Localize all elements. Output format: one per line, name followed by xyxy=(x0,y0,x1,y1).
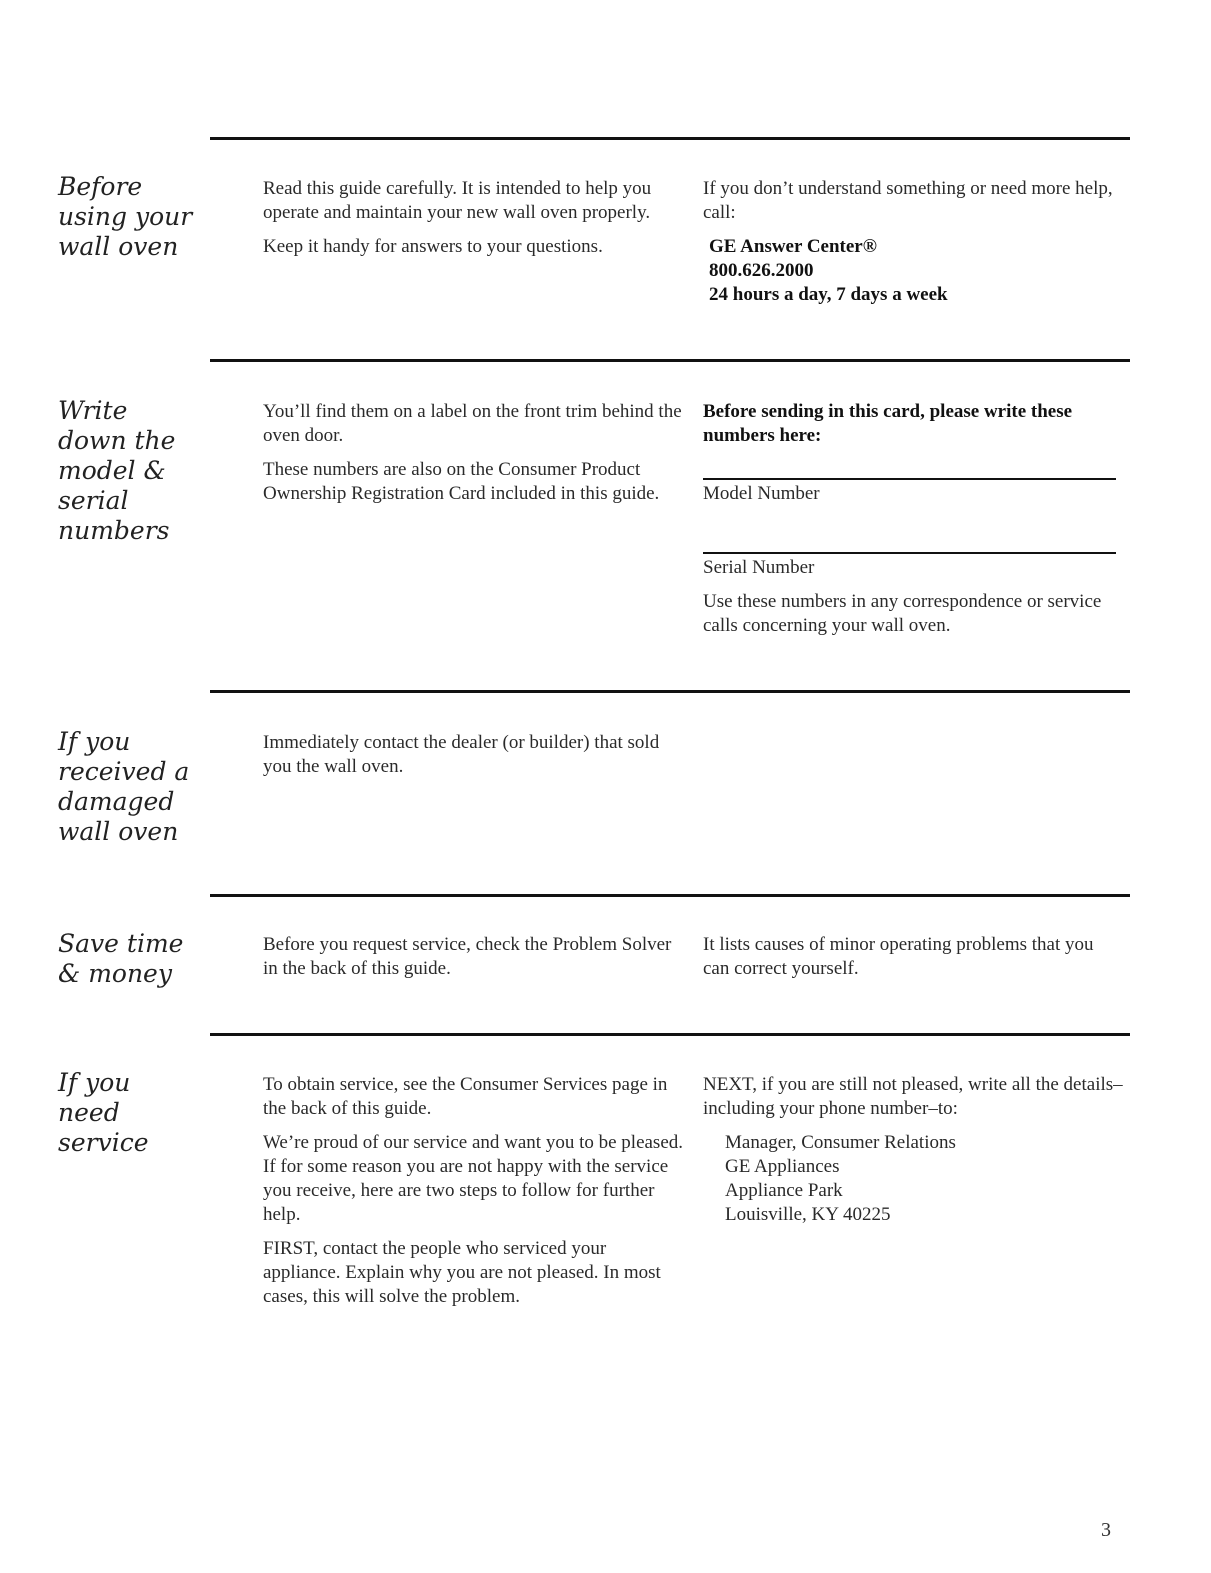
model-number-label: Model Number xyxy=(703,483,820,504)
paragraph: These numbers are also on the Consumer Product Ownership Registration Card included in this guide. xyxy=(263,459,660,504)
paragraph: Before you request service, check the Problem Solver in the back of this guide. xyxy=(263,934,672,979)
paragraph: Read this guide carefully. It is intended to help you operate and maintain your new wall oven properly. xyxy=(263,178,652,223)
section-divider xyxy=(210,137,1130,140)
paragraph: It lists causes of minor operating problems that you can correct yourself. xyxy=(703,934,1094,979)
need-service-left-column xyxy=(263,1073,683,1319)
section-divider xyxy=(210,690,1130,693)
write-down-left-column xyxy=(263,400,683,516)
section-divider xyxy=(210,359,1130,362)
contact-hours: 24 hours a day, 7 days a week xyxy=(709,284,948,305)
write-down-right-column xyxy=(703,400,1123,648)
instruction: Before sending in this card, please write these numbers here: xyxy=(703,401,1073,446)
section-divider xyxy=(210,1033,1130,1036)
contact-phone: 800.626.2000 xyxy=(709,260,814,281)
address-line: Manager, Consumer Relations xyxy=(725,1132,956,1153)
before-using-left-column xyxy=(263,177,683,269)
paragraph: To obtain service, see the Consumer Services page in the back of this guide. xyxy=(263,1074,668,1119)
paragraph: FIRST, contact the people who serviced your appliance. Explain why you are not pleased. In most cases, this will solve the problem. xyxy=(263,1238,661,1307)
paragraph: If you don’t understand something or need more help, call: xyxy=(703,178,1113,223)
section-heading-need-service: If you need service xyxy=(58,1068,149,1157)
address-line: GE Appliances xyxy=(725,1156,840,1177)
section-heading-write-down: Write down the model & serial numbers xyxy=(58,396,176,545)
model-number-field[interactable] xyxy=(703,478,1116,480)
section-heading-damaged: If you received a damaged wall oven xyxy=(58,727,190,846)
section-heading-before-using: Before using your wall oven xyxy=(58,172,193,261)
paragraph: NEXT, if you are still not pleased, write all the details–including your phone number–to: xyxy=(703,1074,1123,1119)
paragraph: Immediately contact the dealer (or builder) that sold you the wall oven. xyxy=(263,732,660,777)
section-divider xyxy=(210,894,1130,897)
before-using-right-column xyxy=(703,177,1123,307)
serial-number-label: Serial Number xyxy=(703,557,815,578)
address-line: Appliance Park xyxy=(725,1180,843,1201)
section-heading-save-time: Save time & money xyxy=(58,929,184,988)
paragraph: We’re proud of our service and want you to be pleased. If for some reason you are not happy with the service you receive, here are two steps to follow for further help. xyxy=(263,1132,684,1225)
need-service-right-column xyxy=(703,1073,1123,1227)
save-time-left-column xyxy=(263,933,683,991)
damaged-left-column xyxy=(263,731,683,789)
paragraph: You’ll find them on a label on the front trim behind the oven door. xyxy=(263,401,682,446)
paragraph: Use these numbers in any correspondence or service calls concerning your wall oven. xyxy=(703,591,1102,636)
contact-block xyxy=(703,235,1123,307)
mailing-address xyxy=(703,1131,1123,1227)
paragraph: Keep it handy for answers to your questions. xyxy=(263,236,603,257)
save-time-right-column xyxy=(703,933,1123,991)
page-number: 3 xyxy=(1101,1519,1111,1541)
serial-number-field[interactable] xyxy=(703,552,1116,554)
contact-name: GE Answer Center® xyxy=(709,236,877,257)
address-line: Louisville, KY 40225 xyxy=(725,1204,891,1225)
